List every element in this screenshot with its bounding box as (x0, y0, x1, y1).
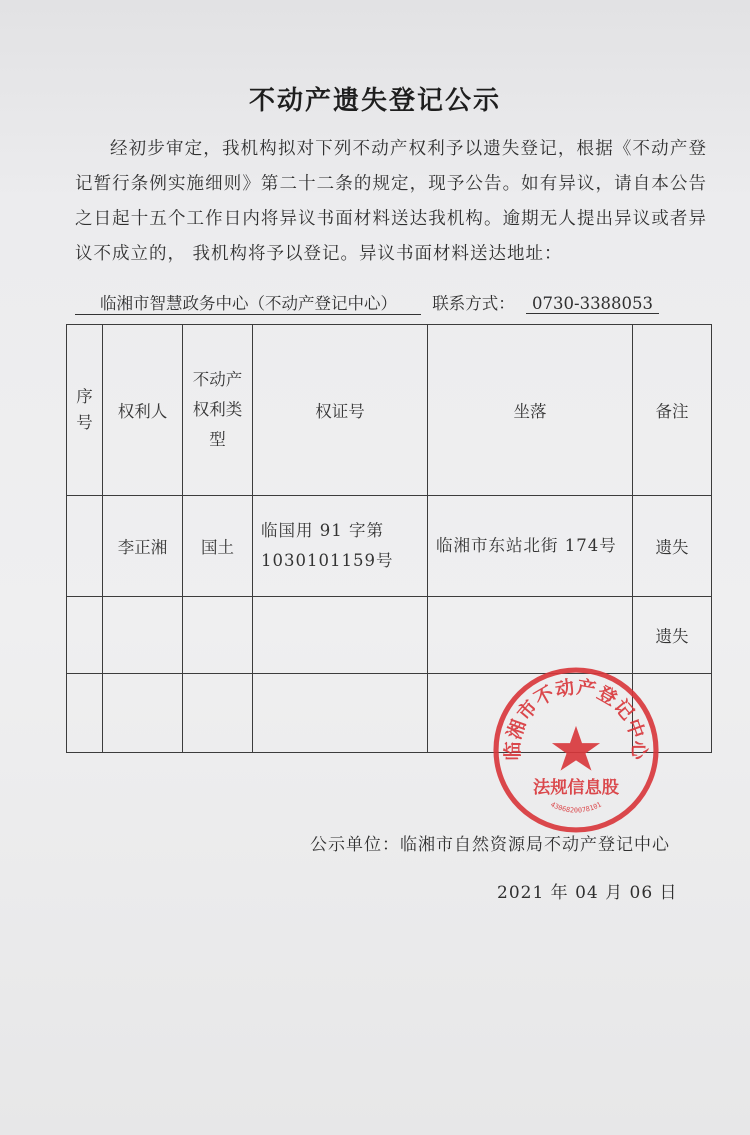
official-seal (490, 664, 662, 836)
seal-top-text: 临湘市不动产登记中心 (502, 676, 650, 761)
header-remark: 备注 (633, 325, 712, 496)
cell-owner: 李正湘 (103, 496, 183, 597)
cell-certificate (253, 674, 428, 753)
header-certificate: 权证号 (253, 325, 428, 496)
header-seq: 序号 (67, 325, 103, 496)
seal-bottom-text: 法规信息股 (533, 778, 619, 798)
contact-phone: 0730-3388053 (526, 294, 659, 314)
issue-date: 2021 年 04 月 06 日 (497, 883, 678, 903)
table-row (67, 597, 712, 674)
objection-address: 临湘市智慧政务中心（不动产登记中心） (75, 290, 421, 315)
table-row (67, 496, 712, 597)
table-header-row (67, 325, 712, 496)
header-owner: 权利人 (103, 325, 183, 496)
cell-remark: 遗失 (633, 496, 712, 597)
document-title: 不动产遗失登记公示 (248, 86, 501, 116)
issuing-unit: 公示单位：临湘市自然资源局不动产登记中心 (310, 835, 670, 855)
cell-certificate (253, 597, 428, 674)
cell-location (428, 597, 633, 674)
cell-seq (67, 674, 103, 753)
cell-location: 临湘市东站北街 174号 (428, 496, 633, 597)
cell-seq (67, 597, 103, 674)
contact-label: 联系方式： (432, 294, 515, 313)
cell-remark: 遗失 (633, 597, 712, 674)
seal-star-icon (552, 726, 600, 771)
cell-seq (67, 496, 103, 597)
notice-paragraph: 经初步审定，我机构拟对下列不动产权利予以遗失登记，根据《不动产登记暂行条例实施细则》第二十二条的规定，现予公告。如有异议，请自本公告之日起十五个工作日内将异议书面材料送达我机构。逾期无人提出异议或者异议不成立的， 我机构将予以登记。异议书面材料送达地址： (75, 139, 707, 264)
cell-right-type (183, 674, 253, 753)
header-location: 坐落 (428, 325, 633, 496)
cell-owner (103, 597, 183, 674)
cell-owner (103, 674, 183, 753)
cell-certificate: 临国用 91 字第1030101159号 (253, 496, 428, 597)
header-right-type: 不动产权利类型 (183, 325, 253, 496)
seal-code: 4306820078101 (549, 800, 603, 815)
cell-right-type: 国土 (183, 496, 253, 597)
cell-right-type (183, 597, 253, 674)
address-contact-line (75, 290, 707, 320)
